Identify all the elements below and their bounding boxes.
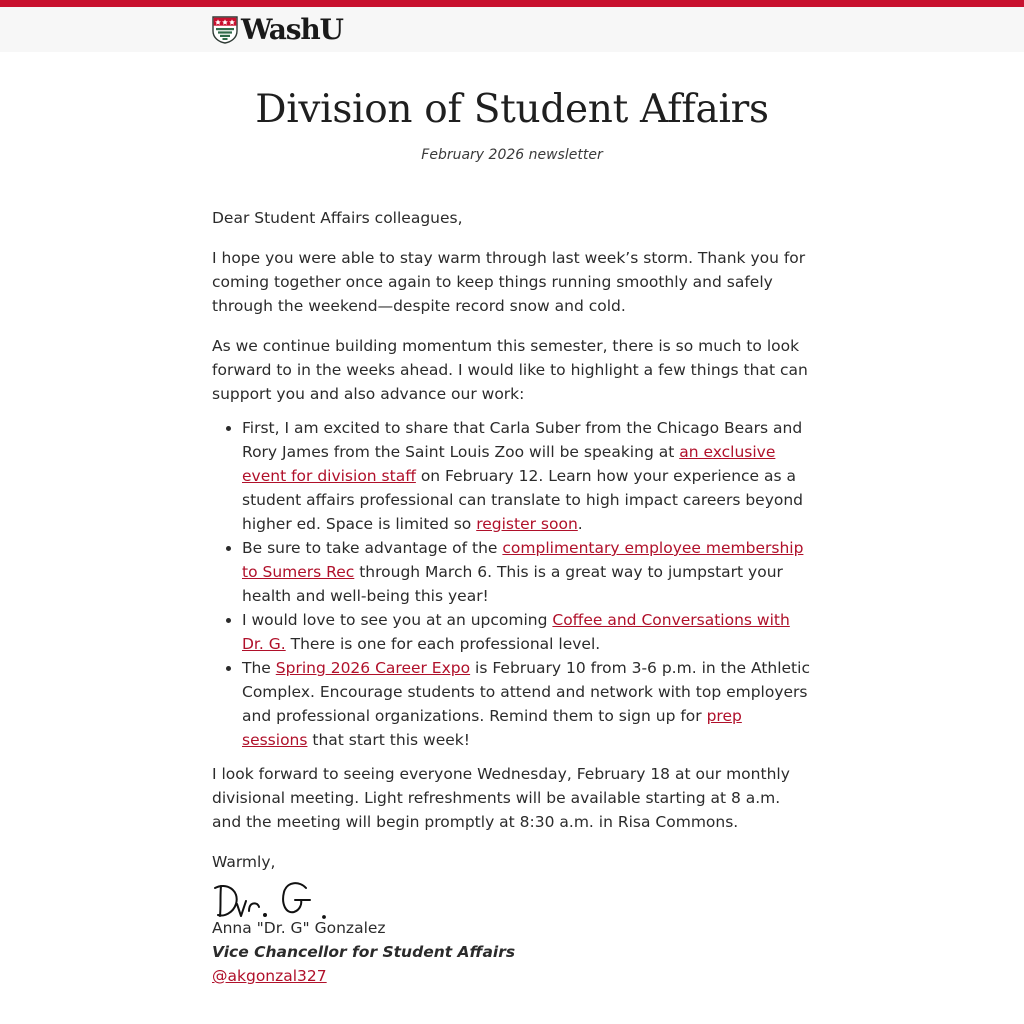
header-bar xyxy=(0,7,1024,52)
newsletter-body xyxy=(212,52,812,988)
list-item: • I would love to see you at an upcoming Coffee and Conversations with Dr. G. There is one for each professional level. xyxy=(242,608,812,656)
list-item: • Be sure to take advantage of the complimentary employee membership to Sumers Rec through March 6. This is a great way to jumpstart your health and well-being this year! xyxy=(242,536,812,608)
coffee-conversations-link[interactable]: Coffee and Conversations with Dr. G. xyxy=(242,611,790,653)
page-title: Division of Student Affairs xyxy=(255,87,769,132)
paragraph-storm: I hope you were able to stay warm through last week’s storm. Thank you for coming together once again to keep things running smoothly and safely through the weekend—despite record snow and cold. xyxy=(212,249,806,315)
list-item: • First, I am excited to share that Carla Suber from the Chicago Bears and Rory James from the Saint Louis Zoo will be speaking at an exclusive event for division staff on February 12. Learn how your experience as a student affairs professional can translate to high impact careers beyond higher ed. Space is limited so register soon. xyxy=(242,416,812,536)
sender-handle-link[interactable]: @akgonzal327 xyxy=(212,967,327,985)
paragraph-momentum: As we continue building momentum this semester, there is so much to look forward to in the weeks ahead. I would like to highlight a few things that can support you and also advance our work: xyxy=(212,337,808,403)
newsletter-date: February 2026 newsletter xyxy=(421,147,603,163)
brand-top-bar xyxy=(0,0,1024,7)
washu-shield-icon xyxy=(212,16,238,44)
sender-name: Anna "Dr. G" Gonzalez xyxy=(212,919,386,937)
sumers-rec-membership-link[interactable]: complimentary employee membership to Sumers Rec xyxy=(242,539,804,581)
highlights-list xyxy=(212,416,812,752)
career-expo-link[interactable]: Spring 2026 Career Expo xyxy=(275,659,471,677)
greeting: Dear Student Affairs colleagues, xyxy=(212,209,463,227)
register-soon-link[interactable]: register soon xyxy=(476,515,578,533)
closing: Warmly, xyxy=(212,853,276,871)
sender-title: Vice Chancellor for Student Affairs xyxy=(212,943,516,961)
letter-text xyxy=(212,206,812,988)
paragraph-meeting: I look forward to seeing everyone Wednesday, February 18 at our monthly divisional meeting. Light refreshments will be available starting at 8 a.m. and the meeting will begin promptly at 8:30 a.m. in Risa Commons. xyxy=(212,765,790,831)
prep-sessions-link[interactable]: prep sessions xyxy=(242,707,742,749)
washu-wordmark: WashU xyxy=(241,13,343,46)
exclusive-event-link[interactable]: an exclusive event for division staff xyxy=(242,443,776,485)
washu-logo[interactable] xyxy=(212,13,343,46)
list-item: • The Spring 2026 Career Expo is February 10 from 3-6 p.m. in the Athletic Complex. Encourage students to attend and network with top employers and professional organizations. Remind them to sign up for prep sessions that start this week! xyxy=(242,656,812,752)
